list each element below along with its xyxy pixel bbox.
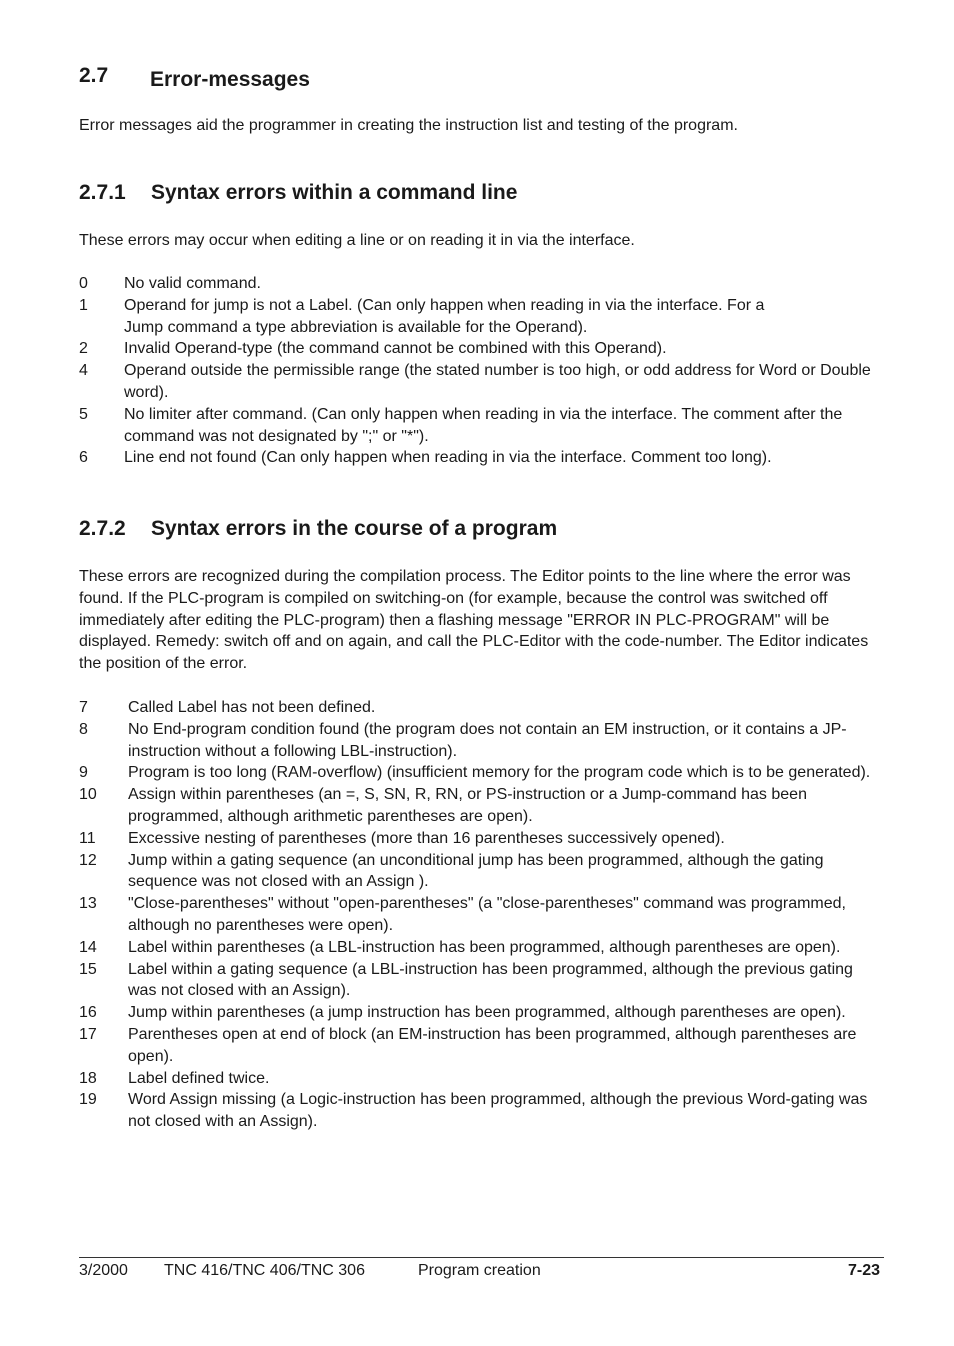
- error-code: 6: [79, 449, 88, 467]
- list-item: [79, 447, 879, 469]
- error-description: Label defined twice.: [128, 1069, 270, 1087]
- list-item: [79, 719, 879, 763]
- list-item: [79, 697, 879, 719]
- subsection-2-number: 2.7.2: [79, 517, 126, 540]
- error-description: Parentheses open at end of block (an EM-instruction has been programmed, although parentheses are open).: [128, 1025, 857, 1065]
- error-description: Assign within parentheses (an =, S, SN, R, RN, or PS-instruction or a Jump-command has been programmed, although arithmetic parentheses are open).: [128, 786, 807, 825]
- error-code: 16: [79, 1004, 97, 1022]
- error-description: Word Assign missing (a Logic-instruction has been programmed, although the previous Word-gating was not closed with an Assign).: [128, 1091, 868, 1131]
- error-code: 9: [79, 764, 88, 782]
- error-list-command-line: [79, 273, 879, 469]
- error-code: 15: [79, 960, 97, 978]
- footer-page-number: 7-23: [847, 1262, 880, 1279]
- error-code: 12: [79, 851, 97, 869]
- error-description: Jump within a gating sequence (an unconditional jump has been programmed, although the gating sequence was not closed with an Assign ).: [128, 851, 824, 891]
- list-item: [79, 1068, 879, 1090]
- subsection-1-number: 2.7.1: [79, 181, 126, 204]
- list-item: [79, 360, 879, 404]
- list-item: [79, 338, 879, 360]
- footer-date: 3/2000: [79, 1262, 128, 1279]
- section-title: Error-messages: [150, 68, 310, 91]
- error-description: Label within parentheses (a LBL-instruction has been programmed, although parentheses are open).: [128, 938, 841, 956]
- error-description: "Close-parentheses" without "open-parentheses" (a "close-parentheses" command was programmed, although no parentheses were open).: [128, 895, 846, 934]
- subsection-1-intro: These errors may occur when editing a line or on reading it in via the interface.: [79, 232, 635, 249]
- error-code: 19: [79, 1091, 97, 1109]
- subsection-1-title: Syntax errors within a command line: [151, 181, 518, 204]
- error-description: Called Label has not been defined.: [128, 699, 376, 716]
- section-intro: Error messages aid the programmer in creating the instruction list and testing of the program.: [79, 117, 738, 134]
- footer-models: TNC 416/TNC 406/TNC 306: [164, 1262, 365, 1279]
- error-code: 0: [79, 275, 88, 292]
- list-item: [79, 784, 879, 828]
- error-code: 5: [79, 405, 88, 423]
- error-code: 2: [79, 340, 88, 358]
- error-code: 11: [79, 829, 96, 847]
- error-code: 14: [79, 938, 97, 956]
- list-item: [79, 404, 879, 448]
- list-item: [79, 273, 879, 295]
- footer-chapter: Program creation: [418, 1262, 541, 1279]
- error-code: 1: [79, 296, 88, 314]
- error-description: No limiter after command. (Can only happen when reading in via the interface. The comment after the command was not designated by ";" or "*").: [124, 405, 843, 445]
- error-description: No End-program condition found (the program does not contain an EM instruction, or it contains a JP-instruction without a following LBL-instruction).: [128, 720, 847, 760]
- list-item: [79, 1089, 879, 1133]
- error-description: Program is too long (RAM-overflow) (insufficient memory for the program code which is to be generated).: [128, 764, 871, 782]
- error-description: Invalid Operand-type (the command cannot be combined with this Operand).: [124, 340, 667, 358]
- error-code: 13: [79, 895, 97, 913]
- list-item: [79, 893, 879, 937]
- error-list-program: [79, 697, 879, 1133]
- error-description: No valid command.: [124, 275, 261, 292]
- footer-divider: [79, 1257, 884, 1258]
- error-description: Operand for jump is not a Label. (Can only happen when reading in via the interface. For a Jump command a type abbreviation is available for the Operand).: [124, 296, 765, 336]
- list-item: [79, 959, 879, 1003]
- list-item: [79, 937, 879, 959]
- error-description: Label within a gating sequence (a LBL-instruction has been programmed, although the previous gating was not closed with an Assign).: [128, 960, 853, 1000]
- subsection-2-intro: These errors are recognized during the compilation process. The Editor points to the line where the error was found. If the PLC-program is compiled on switching-on (for example, because the control was switched off immediately after editing the PLC-program) then a flashing message "ERROR IN PLC-PROGRAM" will be displayed. Remedy: switch off and on again, and call the PLC-Editor with the code-number. The Editor indicates the position of the error.: [79, 568, 869, 673]
- list-item: [79, 828, 879, 850]
- error-description: Excessive nesting of parentheses (more than 16 parentheses successively opened).: [128, 829, 725, 847]
- list-item: [79, 295, 879, 339]
- error-code: 18: [79, 1069, 97, 1087]
- error-description: Line end not found (Can only happen when reading in via the interface. Comment too long).: [124, 449, 772, 467]
- error-code: 10: [79, 786, 97, 804]
- error-code: 17: [79, 1025, 97, 1043]
- error-code: 4: [79, 362, 88, 380]
- error-description: Operand outside the permissible range (the stated number is too high, or odd address for Word or Double word).: [124, 362, 871, 401]
- subsection-2-title: Syntax errors in the course of a program: [151, 517, 558, 540]
- list-item: [79, 1002, 879, 1024]
- list-item: [79, 1024, 879, 1068]
- error-code: 8: [79, 720, 88, 738]
- list-item: [79, 850, 879, 894]
- list-item: [79, 762, 879, 784]
- error-description: Jump within parentheses (a jump instruction has been programmed, although parentheses are open).: [128, 1004, 846, 1022]
- error-code: 7: [79, 699, 88, 716]
- section-number: 2.7: [79, 64, 109, 87]
